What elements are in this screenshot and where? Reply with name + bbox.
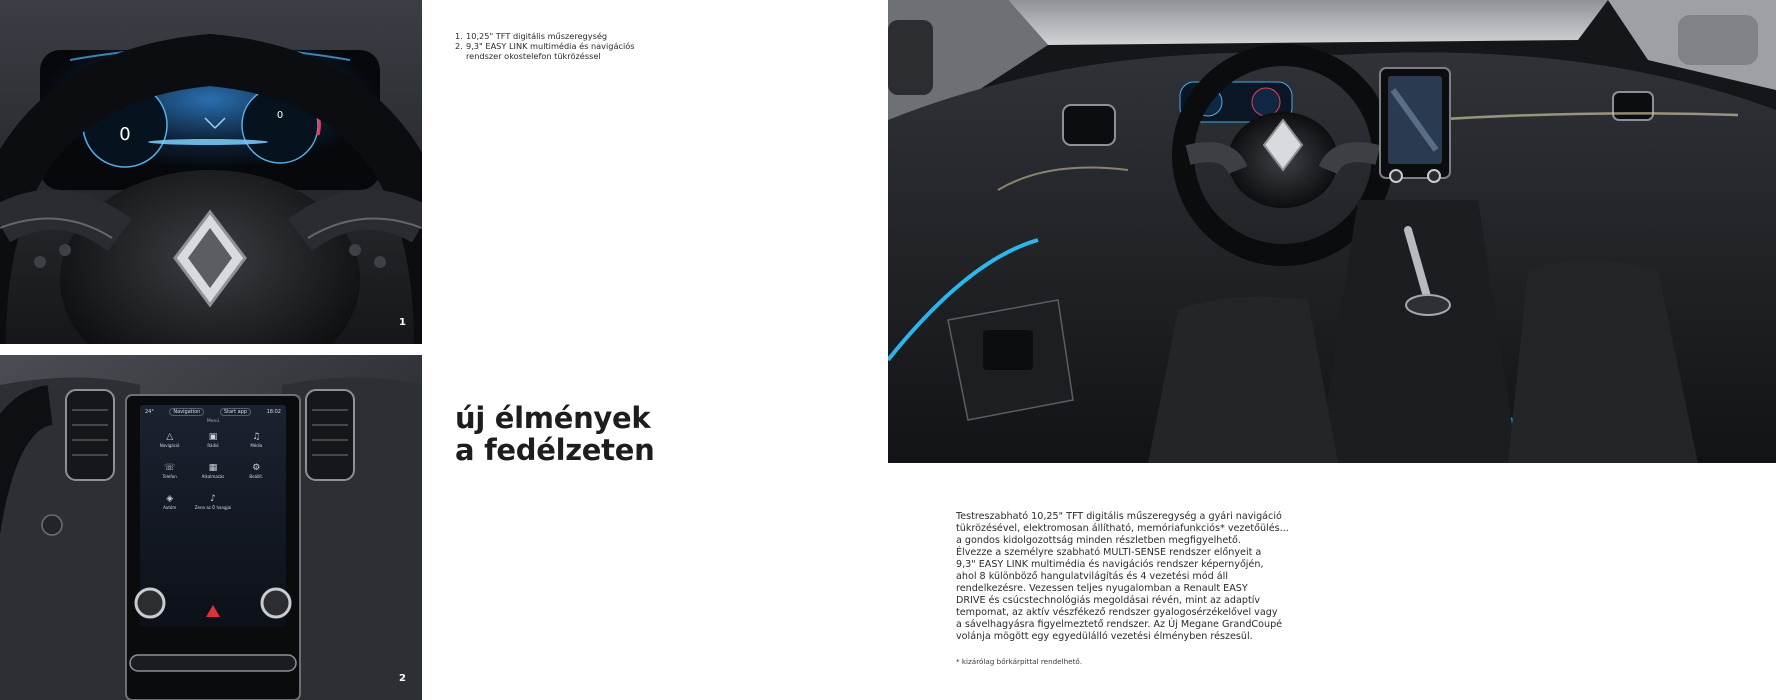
app-tile-label: Alkalmazás (201, 474, 225, 479)
app-tile[interactable] (148, 463, 191, 479)
footnote: * kizárólag bőrkárpittal rendelhető. (956, 657, 1083, 666)
caption-line: 9,3" EASY LINK multimédia és navigációs (466, 41, 635, 51)
app-tile-label: Zene az Ő hangjai (194, 505, 232, 510)
photo-number-2: 2 (399, 673, 406, 684)
app-tile[interactable] (148, 494, 191, 510)
page-headline (455, 402, 654, 466)
body-line: tükrözésével, elektromosan állítható, memóriafunkciós* vezetőülés... (956, 523, 1289, 534)
source-pill[interactable]: Start app (220, 408, 251, 416)
interior-illustration (888, 0, 1776, 463)
app-tile-label: Telefon (162, 474, 177, 479)
photo-captions (455, 31, 695, 61)
body-line: DRIVE és csúcstechnológiás megoldásai révén, mint az adaptív (956, 595, 1261, 606)
headline-line: a fedélzeten (455, 433, 655, 467)
temperature-readout: 24° (145, 409, 154, 415)
caption-2 (455, 41, 695, 61)
app-grid (140, 432, 286, 510)
infotainment-screen-ui (140, 405, 286, 605)
nav-pill[interactable]: Navigation (169, 408, 204, 416)
app-tile[interactable] (191, 494, 234, 510)
menu-title: Menü (206, 419, 220, 424)
caption-text (466, 31, 607, 41)
car-icon: ◈ (166, 494, 174, 504)
multimedia-screen-photo (0, 355, 422, 700)
body-line: rendelkezésre. Vezessen teljes nyugalomban a Renault EASY (956, 583, 1248, 594)
phone-icon: ☏ (164, 463, 176, 473)
body-line: 9,3" EASY LINK multimédia és navigációs rendszer képernyőjén, (956, 559, 1264, 570)
instrument-cluster-illustration (0, 0, 422, 344)
app-tile[interactable] (191, 463, 234, 479)
app-tile[interactable] (148, 432, 191, 448)
svg-text:0: 0 (119, 124, 131, 145)
interior-photo (888, 0, 1776, 463)
clock-readout: 18:02 (266, 409, 281, 415)
photo-number-1: 1 (399, 317, 406, 328)
caption-index: 2. (455, 41, 463, 51)
app-tile[interactable] (191, 432, 234, 448)
body-paragraph (956, 511, 1296, 643)
app-tile[interactable] (235, 432, 278, 448)
body-line: a gondos kidolgozottság minden részletben megfigyelhető. (956, 535, 1241, 546)
app-tile-label: Beállít. (249, 474, 264, 479)
body-line: a sávelhagyásra figyelmeztető rendszer. Az Új Megane GrandCoupé (956, 619, 1283, 630)
caption-line: 10,25" TFT digitális műszeregység (466, 31, 608, 41)
navigation-icon: △ (166, 432, 174, 442)
body-line: ahol 8 különböző hangulatvilágítás és 4 vezetési mód áll (956, 571, 1228, 582)
apps-icon: ▦ (208, 463, 218, 473)
caption-1 (455, 31, 695, 41)
app-tile-label: Navigáció (159, 443, 180, 448)
caption-index: 1. (455, 31, 463, 41)
body-line: tempomat, az aktív vészfékező rendszer gyalogosérzékelővel vagy (956, 607, 1278, 618)
app-tile-label: Autóm (163, 505, 177, 510)
body-line: Testreszabható 10,25" TFT digitális műszeregység a gyári navigáció (956, 511, 1282, 522)
app-tile[interactable] (235, 463, 278, 479)
music-icon: ♫ (252, 432, 261, 442)
caption-line: rendszer okostelefon tükrözéssel (466, 51, 601, 61)
body-line: volánja mögött egy egyedülálló vezetési élményben részesül. (956, 631, 1253, 642)
svg-text:0: 0 (276, 110, 284, 121)
caption-text (466, 41, 635, 61)
body-line: Élvezze a személyre szabható MULTI-SENSE rendszer előnyeit a (956, 547, 1262, 558)
sound-icon: ♪ (210, 494, 216, 504)
app-tile-label: Rádió (207, 443, 219, 448)
settings-icon: ⚙ (252, 463, 261, 473)
instrument-cluster-photo (0, 0, 422, 344)
radio-icon: ▣ (208, 432, 218, 442)
headline-line: új élmények (455, 401, 651, 435)
app-tile-label: Média (250, 443, 263, 448)
